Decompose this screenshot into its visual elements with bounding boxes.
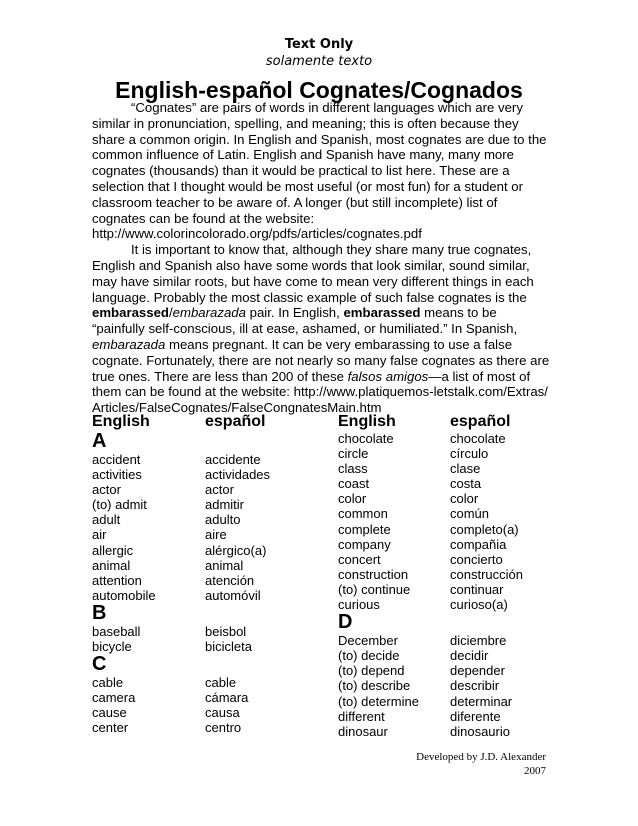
word-entry: automóvil bbox=[205, 587, 261, 603]
word-entry: color bbox=[450, 491, 479, 507]
word-entry: construction bbox=[338, 566, 409, 582]
word-entry: actor bbox=[92, 482, 121, 498]
word-entry: accident bbox=[92, 452, 141, 467]
word-list bbox=[338, 431, 419, 612]
word-entry: chocolate bbox=[450, 431, 506, 446]
word-entry: admitir bbox=[205, 497, 245, 513]
left-english-column bbox=[92, 412, 156, 736]
word-entry: depender bbox=[450, 663, 505, 679]
word-entry: describir bbox=[450, 678, 500, 694]
intro-paragraph-2 bbox=[92, 242, 550, 416]
word-entry: cámara bbox=[205, 690, 249, 706]
word-entry: animal bbox=[92, 557, 131, 573]
word-entry: adult bbox=[92, 512, 121, 528]
column-header-english: English bbox=[92, 413, 150, 430]
word-entry: (to) continue bbox=[338, 581, 411, 597]
header-solamente-texto: solamente texto bbox=[265, 54, 373, 69]
left-spanish-column bbox=[205, 412, 270, 736]
word-entry: complete bbox=[338, 521, 391, 537]
word-entry: atención bbox=[205, 572, 255, 588]
word-entry: different bbox=[338, 708, 385, 724]
word-entry: concert bbox=[338, 551, 381, 567]
word-entry: compañia bbox=[450, 536, 507, 552]
word-entry: completo(a) bbox=[450, 521, 519, 537]
word-entry: circle bbox=[338, 446, 369, 462]
word-entry: determinar bbox=[450, 693, 513, 709]
footer-year: 2007 bbox=[524, 765, 546, 777]
word-entry: beisbol bbox=[205, 623, 247, 639]
word-entry: air bbox=[92, 527, 107, 543]
word-list bbox=[92, 624, 156, 654]
word-entry: común bbox=[450, 506, 490, 522]
p2-word-en: embarassed bbox=[92, 305, 169, 321]
p2-tail: —a list of most of them can be found at the website: bbox=[92, 368, 531, 400]
word-entry: bicicleta bbox=[205, 639, 252, 655]
header-text-only: Text Only bbox=[284, 37, 354, 52]
p2-word-es2: embarazada bbox=[92, 336, 166, 352]
false-cognates-url: http://www.platiquemos-letstalk.com/Extras/Articles/FalseCognates/FalseCongnatesMain.htm bbox=[92, 384, 548, 416]
word-entry: (to) determine bbox=[338, 693, 419, 709]
section-letter-a: A bbox=[92, 430, 107, 452]
word-entry: chocolate bbox=[338, 431, 394, 446]
p2-lead: It is important to know that, although they share many true cognates, English and Spanish also have some words that look similar, sound similar, may have similar roots, but have come to mean very different things in each language. Probably the most classic example of such false cognates is the bbox=[92, 242, 534, 305]
p2-mid2: means to be “painfully self-conscious, ill at ease, ashamed, or humiliated.” In Spanish, bbox=[92, 305, 518, 337]
word-entry: aire bbox=[205, 527, 227, 543]
word-entry: animal bbox=[205, 557, 244, 573]
word-entry: automobile bbox=[92, 587, 156, 603]
word-list bbox=[205, 452, 270, 603]
word-entry: clase bbox=[450, 461, 481, 477]
word-entry: cable bbox=[205, 675, 237, 691]
word-entry: color bbox=[338, 491, 367, 507]
word-entry: center bbox=[92, 720, 129, 736]
word-entry: common bbox=[338, 506, 388, 522]
word-entry: curious bbox=[338, 597, 380, 613]
word-entry: activities bbox=[92, 467, 142, 483]
word-list bbox=[92, 675, 156, 735]
word-entry: adulto bbox=[205, 512, 241, 528]
section-letter-c: C bbox=[92, 653, 107, 676]
word-entry: curioso(a) bbox=[450, 597, 508, 613]
column-header-espanol-right: español bbox=[450, 413, 511, 430]
word-list bbox=[338, 633, 419, 739]
p2-word-en2: embarassed bbox=[343, 305, 421, 321]
word-entry: costa bbox=[450, 476, 482, 492]
word-entry: actor bbox=[205, 482, 234, 498]
footer-credit bbox=[416, 750, 546, 778]
word-entry: causa bbox=[205, 705, 240, 721]
word-entry: (to) admit bbox=[92, 497, 147, 513]
section-letter-d: D bbox=[338, 611, 353, 634]
intro-text bbox=[92, 100, 550, 416]
word-entry: baseball bbox=[92, 623, 141, 639]
word-entry: diferente bbox=[450, 708, 501, 724]
word-entry: allergic bbox=[92, 542, 134, 558]
word-list bbox=[92, 452, 156, 603]
word-entry: concierto bbox=[450, 551, 503, 567]
word-entry: alérgico(a) bbox=[205, 542, 267, 558]
word-entry: dinosaurio bbox=[450, 723, 510, 739]
word-entry: (to) decide bbox=[338, 648, 400, 664]
word-entry: class bbox=[338, 461, 368, 477]
word-entry: accidente bbox=[205, 452, 261, 467]
p2-slash: / bbox=[168, 305, 173, 321]
word-list bbox=[205, 624, 270, 654]
column-header-espanol: español bbox=[205, 413, 266, 430]
word-entry: (to) describe bbox=[338, 678, 411, 694]
word-entry: actividades bbox=[205, 467, 271, 483]
word-entry: coast bbox=[338, 476, 370, 492]
p2-mid1: pair. In English, bbox=[245, 305, 344, 321]
page-header bbox=[0, 36, 638, 70]
word-list bbox=[450, 633, 523, 739]
intro-paragraph-1: “Cognates” are pairs of words in different languages which are very similar in pronunciation, spelling, and meaning; this is often because they share a common origin. In English and Spanish, most cognates are due to the common influence of Latin. English and Spanish have many, many more cognates (thousands) than it would be practical to list here. These are a selection that I thought would be most useful (or most fun) for a student or classroom teacher to be aware of. A longer (but still incomplete) list of cognates can be found at the website: http://www.colorincolorado.org/pdfs/articles/cognates.pdf bbox=[92, 100, 547, 242]
section-letter-b: B bbox=[92, 601, 107, 624]
word-entry: camera bbox=[92, 690, 136, 706]
word-entry: bicycle bbox=[92, 639, 132, 655]
word-entry: attention bbox=[92, 572, 142, 588]
footer-author: Developed by J.D. Alexander bbox=[416, 751, 546, 763]
column-header-english-right: English bbox=[338, 413, 396, 430]
word-entry: company bbox=[338, 536, 391, 552]
word-entry: continuar bbox=[450, 581, 504, 597]
p2-falsos-amigos: falsos amigos bbox=[347, 368, 429, 384]
word-entry: December bbox=[338, 633, 398, 649]
right-english-column bbox=[338, 412, 419, 739]
p2-word-es: embarazada bbox=[172, 305, 246, 321]
right-spanish-column bbox=[450, 412, 523, 739]
word-entry: cable bbox=[92, 675, 124, 691]
word-entry: círculo bbox=[450, 446, 489, 462]
word-entry: dinosaur bbox=[338, 723, 388, 739]
page-title: English-español Cognates/Cognados bbox=[115, 77, 523, 103]
word-entry: diciembre bbox=[450, 633, 507, 649]
word-entry: decidir bbox=[450, 648, 489, 664]
word-entry: (to) depend bbox=[338, 663, 405, 679]
word-list bbox=[205, 675, 270, 735]
word-entry: centro bbox=[205, 720, 242, 736]
word-list bbox=[450, 431, 523, 612]
p2-mid3: means pregnant. It can be very embarassing to use a false cognate. Fortunately, there are not nearly so many false cognates as there are true ones. There are less than 200 of these bbox=[92, 336, 550, 384]
word-entry: cause bbox=[92, 705, 127, 721]
word-entry: construcción bbox=[450, 566, 523, 582]
